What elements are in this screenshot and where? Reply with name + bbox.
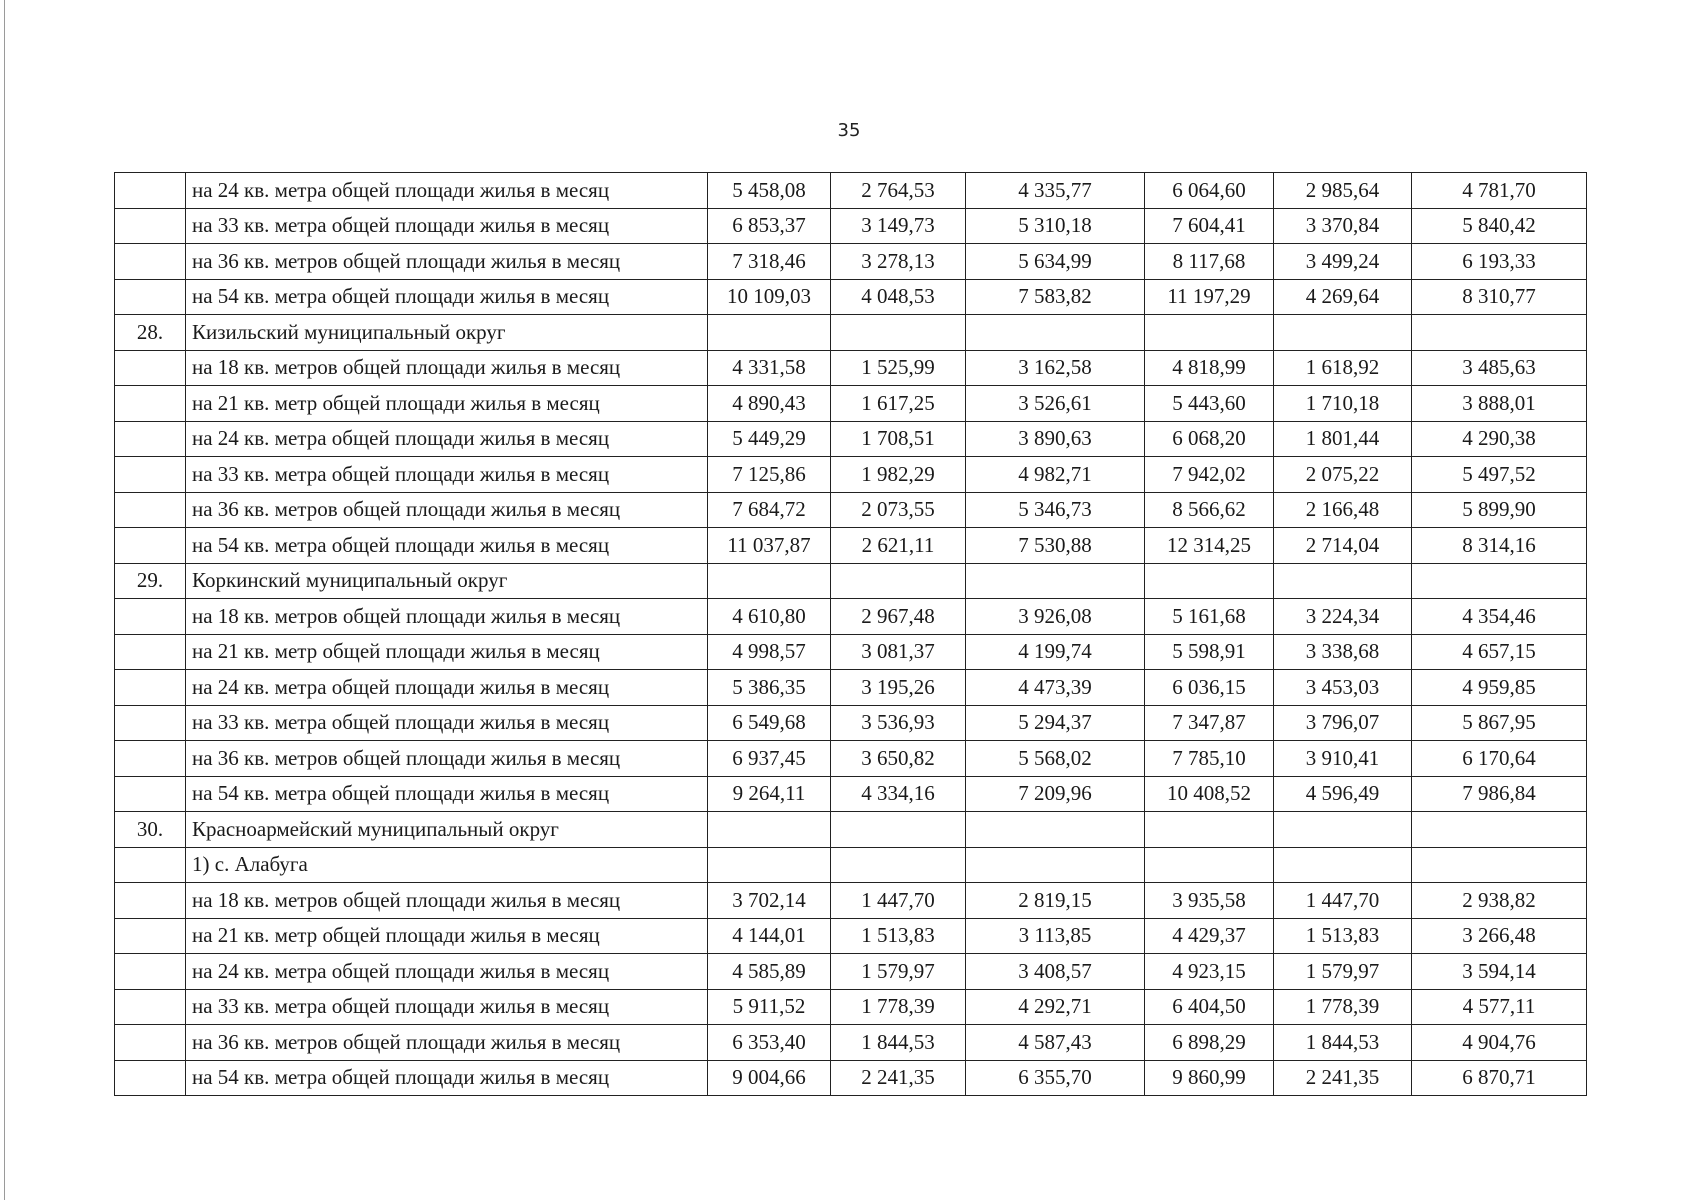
value-cell-col-5: 2 714,04 <box>1274 528 1412 564</box>
value-cell-col-5: 2 985,64 <box>1274 173 1412 209</box>
row-name-cell: на 54 кв. метра общей площади жилья в месяц <box>186 279 708 315</box>
value-cell-col-6: 5 867,95 <box>1412 705 1587 741</box>
table-row <box>115 173 1587 209</box>
row-number-cell <box>115 741 186 777</box>
value-cell-col-1: 9 004,66 <box>708 1060 831 1096</box>
value-cell-col-4: 8 117,68 <box>1145 244 1274 280</box>
value-cell-col-1: 4 998,57 <box>708 634 831 670</box>
value-cell-col-2: 2 764,53 <box>831 173 966 209</box>
value-cell-col-1: 5 458,08 <box>708 173 831 209</box>
value-cell-col-1: 6 353,40 <box>708 1025 831 1061</box>
value-cell-col-6: 4 290,38 <box>1412 421 1587 457</box>
value-cell-col-2: 1 982,29 <box>831 457 966 493</box>
tariff-table-body <box>115 173 1587 1096</box>
table-row <box>115 847 1587 883</box>
value-cell-col-6: 3 594,14 <box>1412 954 1587 990</box>
value-cell-col-6: 4 781,70 <box>1412 173 1587 209</box>
value-cell-col-5: 1 844,53 <box>1274 1025 1412 1061</box>
row-number-cell <box>115 208 186 244</box>
value-cell-col-2: 2 967,48 <box>831 599 966 635</box>
value-cell-col-4: 5 443,60 <box>1145 386 1274 422</box>
value-cell-col-4: 6 036,15 <box>1145 670 1274 706</box>
table-row <box>115 528 1587 564</box>
value-cell-col-4: 4 818,99 <box>1145 350 1274 386</box>
value-cell-col-3: 5 294,37 <box>966 705 1145 741</box>
value-cell-col-3: 5 310,18 <box>966 208 1145 244</box>
table-row <box>115 244 1587 280</box>
value-cell-col-4: 4 429,37 <box>1145 918 1274 954</box>
table-row <box>115 279 1587 315</box>
value-cell-col-3: 7 583,82 <box>966 279 1145 315</box>
value-cell-col-6 <box>1412 812 1587 848</box>
value-cell-col-3: 4 982,71 <box>966 457 1145 493</box>
value-cell-col-4: 5 598,91 <box>1145 634 1274 670</box>
row-name-cell: на 36 кв. метров общей площади жилья в месяц <box>186 244 708 280</box>
value-cell-col-2 <box>831 563 966 599</box>
value-cell-col-6 <box>1412 847 1587 883</box>
row-name-cell: на 21 кв. метр общей площади жилья в месяц <box>186 634 708 670</box>
value-cell-col-3 <box>966 847 1145 883</box>
value-cell-col-3: 7 209,96 <box>966 776 1145 812</box>
value-cell-col-4: 10 408,52 <box>1145 776 1274 812</box>
value-cell-col-2: 1 708,51 <box>831 421 966 457</box>
value-cell-col-3: 4 292,71 <box>966 989 1145 1025</box>
value-cell-col-6: 6 870,71 <box>1412 1060 1587 1096</box>
row-number-cell <box>115 1025 186 1061</box>
value-cell-col-5 <box>1274 812 1412 848</box>
row-name-cell: на 36 кв. метров общей площади жилья в месяц <box>186 1025 708 1061</box>
table-row <box>115 741 1587 777</box>
value-cell-col-2: 4 334,16 <box>831 776 966 812</box>
value-cell-col-6: 6 193,33 <box>1412 244 1587 280</box>
value-cell-col-5: 3 796,07 <box>1274 705 1412 741</box>
value-cell-col-6: 4 959,85 <box>1412 670 1587 706</box>
value-cell-col-5: 1 447,70 <box>1274 883 1412 919</box>
row-number-cell <box>115 883 186 919</box>
value-cell-col-2: 3 081,37 <box>831 634 966 670</box>
value-cell-col-2: 2 241,35 <box>831 1060 966 1096</box>
value-cell-col-3: 4 199,74 <box>966 634 1145 670</box>
value-cell-col-2 <box>831 847 966 883</box>
value-cell-col-3: 7 530,88 <box>966 528 1145 564</box>
row-number-cell <box>115 705 186 741</box>
row-number-cell <box>115 528 186 564</box>
value-cell-col-5 <box>1274 315 1412 351</box>
value-cell-col-4: 6 898,29 <box>1145 1025 1274 1061</box>
value-cell-col-5 <box>1274 847 1412 883</box>
value-cell-col-4: 5 161,68 <box>1145 599 1274 635</box>
row-name-cell: на 54 кв. метра общей площади жилья в месяц <box>186 528 708 564</box>
row-number-cell <box>115 634 186 670</box>
value-cell-col-6: 2 938,82 <box>1412 883 1587 919</box>
value-cell-col-6: 4 657,15 <box>1412 634 1587 670</box>
table-row <box>115 705 1587 741</box>
value-cell-col-1: 5 911,52 <box>708 989 831 1025</box>
value-cell-col-6 <box>1412 563 1587 599</box>
value-cell-col-1: 6 549,68 <box>708 705 831 741</box>
table-row <box>115 386 1587 422</box>
value-cell-col-1: 11 037,87 <box>708 528 831 564</box>
value-cell-col-3: 2 819,15 <box>966 883 1145 919</box>
value-cell-col-5: 3 338,68 <box>1274 634 1412 670</box>
row-name-cell: Кизильский муниципальный округ <box>186 315 708 351</box>
value-cell-col-3: 4 587,43 <box>966 1025 1145 1061</box>
row-number-cell <box>115 847 186 883</box>
value-cell-col-4: 11 197,29 <box>1145 279 1274 315</box>
value-cell-col-2: 1 525,99 <box>831 350 966 386</box>
value-cell-col-5: 2 241,35 <box>1274 1060 1412 1096</box>
row-name-cell: на 54 кв. метра общей площади жилья в месяц <box>186 1060 708 1096</box>
value-cell-col-1: 6 853,37 <box>708 208 831 244</box>
row-number-cell: 29. <box>115 563 186 599</box>
table-row <box>115 1060 1587 1096</box>
value-cell-col-1: 4 585,89 <box>708 954 831 990</box>
value-cell-col-6 <box>1412 315 1587 351</box>
row-name-cell: на 33 кв. метра общей площади жилья в месяц <box>186 989 708 1025</box>
value-cell-col-2: 3 536,93 <box>831 705 966 741</box>
row-number-cell <box>115 457 186 493</box>
value-cell-col-6: 3 266,48 <box>1412 918 1587 954</box>
value-cell-col-3: 4 335,77 <box>966 173 1145 209</box>
value-cell-col-6: 8 310,77 <box>1412 279 1587 315</box>
value-cell-col-6: 4 577,11 <box>1412 989 1587 1025</box>
value-cell-col-1 <box>708 847 831 883</box>
value-cell-col-3: 6 355,70 <box>966 1060 1145 1096</box>
row-number-cell <box>115 776 186 812</box>
table-row <box>115 350 1587 386</box>
page-left-edge <box>4 0 5 1200</box>
row-number-cell <box>115 918 186 954</box>
row-name-cell: на 33 кв. метра общей площади жилья в месяц <box>186 457 708 493</box>
value-cell-col-5: 1 801,44 <box>1274 421 1412 457</box>
value-cell-col-1: 9 264,11 <box>708 776 831 812</box>
row-name-cell: на 24 кв. метра общей площади жилья в месяц <box>186 670 708 706</box>
value-cell-col-1: 4 610,80 <box>708 599 831 635</box>
row-number-cell <box>115 421 186 457</box>
row-name-cell: 1) с. Алабуга <box>186 847 708 883</box>
value-cell-col-4 <box>1145 847 1274 883</box>
value-cell-col-5: 2 075,22 <box>1274 457 1412 493</box>
value-cell-col-4: 12 314,25 <box>1145 528 1274 564</box>
table-row-section <box>115 315 1587 351</box>
value-cell-col-5: 1 778,39 <box>1274 989 1412 1025</box>
row-number-cell: 28. <box>115 315 186 351</box>
value-cell-col-4: 4 923,15 <box>1145 954 1274 990</box>
value-cell-col-4 <box>1145 563 1274 599</box>
table-row <box>115 776 1587 812</box>
table-row <box>115 883 1587 919</box>
row-number-cell <box>115 386 186 422</box>
table-row <box>115 421 1587 457</box>
value-cell-col-2: 1 778,39 <box>831 989 966 1025</box>
row-name-cell: на 18 кв. метров общей площади жилья в месяц <box>186 883 708 919</box>
row-name-cell: на 24 кв. метра общей площади жилья в месяц <box>186 173 708 209</box>
value-cell-col-3: 5 346,73 <box>966 492 1145 528</box>
value-cell-col-4: 9 860,99 <box>1145 1060 1274 1096</box>
value-cell-col-2: 3 278,13 <box>831 244 966 280</box>
value-cell-col-3: 3 526,61 <box>966 386 1145 422</box>
row-number-cell <box>115 279 186 315</box>
value-cell-col-1 <box>708 563 831 599</box>
row-name-cell: на 18 кв. метров общей площади жилья в месяц <box>186 599 708 635</box>
value-cell-col-1: 4 144,01 <box>708 918 831 954</box>
value-cell-col-2: 1 513,83 <box>831 918 966 954</box>
row-number-cell <box>115 350 186 386</box>
table-row-section <box>115 812 1587 848</box>
value-cell-col-6: 5 899,90 <box>1412 492 1587 528</box>
value-cell-col-4: 8 566,62 <box>1145 492 1274 528</box>
value-cell-col-5: 3 453,03 <box>1274 670 1412 706</box>
value-cell-col-3: 3 113,85 <box>966 918 1145 954</box>
value-cell-col-6: 4 904,76 <box>1412 1025 1587 1061</box>
value-cell-col-4: 3 935,58 <box>1145 883 1274 919</box>
value-cell-col-1: 7 318,46 <box>708 244 831 280</box>
row-number-cell <box>115 173 186 209</box>
row-name-cell: Коркинский муниципальный округ <box>186 563 708 599</box>
value-cell-col-2: 1 617,25 <box>831 386 966 422</box>
value-cell-col-2: 1 447,70 <box>831 883 966 919</box>
value-cell-col-6: 6 170,64 <box>1412 741 1587 777</box>
row-number-cell <box>115 244 186 280</box>
value-cell-col-3: 5 634,99 <box>966 244 1145 280</box>
value-cell-col-1: 10 109,03 <box>708 279 831 315</box>
value-cell-col-3 <box>966 812 1145 848</box>
value-cell-col-6: 8 314,16 <box>1412 528 1587 564</box>
value-cell-col-5: 3 370,84 <box>1274 208 1412 244</box>
row-number-cell <box>115 954 186 990</box>
value-cell-col-4: 6 068,20 <box>1145 421 1274 457</box>
row-name-cell: на 33 кв. метра общей площади жилья в месяц <box>186 705 708 741</box>
value-cell-col-4: 7 347,87 <box>1145 705 1274 741</box>
value-cell-col-4: 6 404,50 <box>1145 989 1274 1025</box>
value-cell-col-2: 2 621,11 <box>831 528 966 564</box>
value-cell-col-5: 4 596,49 <box>1274 776 1412 812</box>
value-cell-col-5: 1 513,83 <box>1274 918 1412 954</box>
value-cell-col-3: 3 408,57 <box>966 954 1145 990</box>
row-name-cell: на 54 кв. метра общей площади жилья в месяц <box>186 776 708 812</box>
value-cell-col-6: 3 888,01 <box>1412 386 1587 422</box>
row-name-cell: на 33 кв. метра общей площади жилья в месяц <box>186 208 708 244</box>
value-cell-col-5: 4 269,64 <box>1274 279 1412 315</box>
table-row <box>115 989 1587 1025</box>
row-name-cell: на 24 кв. метра общей площади жилья в месяц <box>186 954 708 990</box>
row-name-cell: на 18 кв. метров общей площади жилья в месяц <box>186 350 708 386</box>
value-cell-col-2: 1 579,97 <box>831 954 966 990</box>
row-number-cell <box>115 670 186 706</box>
value-cell-col-6: 7 986,84 <box>1412 776 1587 812</box>
value-cell-col-4 <box>1145 315 1274 351</box>
value-cell-col-1: 4 331,58 <box>708 350 831 386</box>
value-cell-col-5: 3 499,24 <box>1274 244 1412 280</box>
table-row <box>115 918 1587 954</box>
row-number-cell <box>115 989 186 1025</box>
value-cell-col-3: 3 926,08 <box>966 599 1145 635</box>
value-cell-col-3 <box>966 315 1145 351</box>
value-cell-col-6: 5 497,52 <box>1412 457 1587 493</box>
row-number-cell <box>115 1060 186 1096</box>
row-number-cell: 30. <box>115 812 186 848</box>
value-cell-col-4: 7 604,41 <box>1145 208 1274 244</box>
page-number: 35 <box>837 120 861 141</box>
table-row <box>115 208 1587 244</box>
value-cell-col-6: 3 485,63 <box>1412 350 1587 386</box>
value-cell-col-1: 6 937,45 <box>708 741 831 777</box>
row-name-cell: на 36 кв. метров общей площади жилья в месяц <box>186 492 708 528</box>
value-cell-col-1: 4 890,43 <box>708 386 831 422</box>
value-cell-col-4: 6 064,60 <box>1145 173 1274 209</box>
value-cell-col-1: 3 702,14 <box>708 883 831 919</box>
value-cell-col-2: 1 844,53 <box>831 1025 966 1061</box>
table-row <box>115 492 1587 528</box>
table-row <box>115 457 1587 493</box>
table-row <box>115 634 1587 670</box>
row-name-cell: на 21 кв. метр общей площади жилья в месяц <box>186 918 708 954</box>
row-number-cell <box>115 492 186 528</box>
value-cell-col-2: 3 195,26 <box>831 670 966 706</box>
value-cell-col-5: 1 618,92 <box>1274 350 1412 386</box>
value-cell-col-1: 7 684,72 <box>708 492 831 528</box>
table-row <box>115 1025 1587 1061</box>
value-cell-col-3: 4 473,39 <box>966 670 1145 706</box>
value-cell-col-5: 3 224,34 <box>1274 599 1412 635</box>
value-cell-col-4: 7 942,02 <box>1145 457 1274 493</box>
value-cell-col-2: 3 650,82 <box>831 741 966 777</box>
value-cell-col-2 <box>831 812 966 848</box>
value-cell-col-3: 3 890,63 <box>966 421 1145 457</box>
value-cell-col-3: 5 568,02 <box>966 741 1145 777</box>
value-cell-col-5: 1 579,97 <box>1274 954 1412 990</box>
value-cell-col-6: 5 840,42 <box>1412 208 1587 244</box>
value-cell-col-2: 4 048,53 <box>831 279 966 315</box>
value-cell-col-2: 3 149,73 <box>831 208 966 244</box>
value-cell-col-1 <box>708 315 831 351</box>
value-cell-col-1 <box>708 812 831 848</box>
row-name-cell: на 36 кв. метров общей площади жилья в месяц <box>186 741 708 777</box>
row-name-cell: Красноармейский муниципальный округ <box>186 812 708 848</box>
value-cell-col-1: 5 386,35 <box>708 670 831 706</box>
table-row <box>115 599 1587 635</box>
value-cell-col-3: 3 162,58 <box>966 350 1145 386</box>
value-cell-col-5: 3 910,41 <box>1274 741 1412 777</box>
table-row-section <box>115 563 1587 599</box>
value-cell-col-1: 5 449,29 <box>708 421 831 457</box>
tariff-table <box>114 172 1587 1096</box>
table-row <box>115 954 1587 990</box>
value-cell-col-5: 1 710,18 <box>1274 386 1412 422</box>
value-cell-col-4: 7 785,10 <box>1145 741 1274 777</box>
value-cell-col-6: 4 354,46 <box>1412 599 1587 635</box>
value-cell-col-5 <box>1274 563 1412 599</box>
value-cell-col-3 <box>966 563 1145 599</box>
value-cell-col-5: 2 166,48 <box>1274 492 1412 528</box>
value-cell-col-2 <box>831 315 966 351</box>
value-cell-col-1: 7 125,86 <box>708 457 831 493</box>
value-cell-col-2: 2 073,55 <box>831 492 966 528</box>
table-row <box>115 670 1587 706</box>
row-name-cell: на 21 кв. метр общей площади жилья в месяц <box>186 386 708 422</box>
row-name-cell: на 24 кв. метра общей площади жилья в месяц <box>186 421 708 457</box>
row-number-cell <box>115 599 186 635</box>
value-cell-col-4 <box>1145 812 1274 848</box>
